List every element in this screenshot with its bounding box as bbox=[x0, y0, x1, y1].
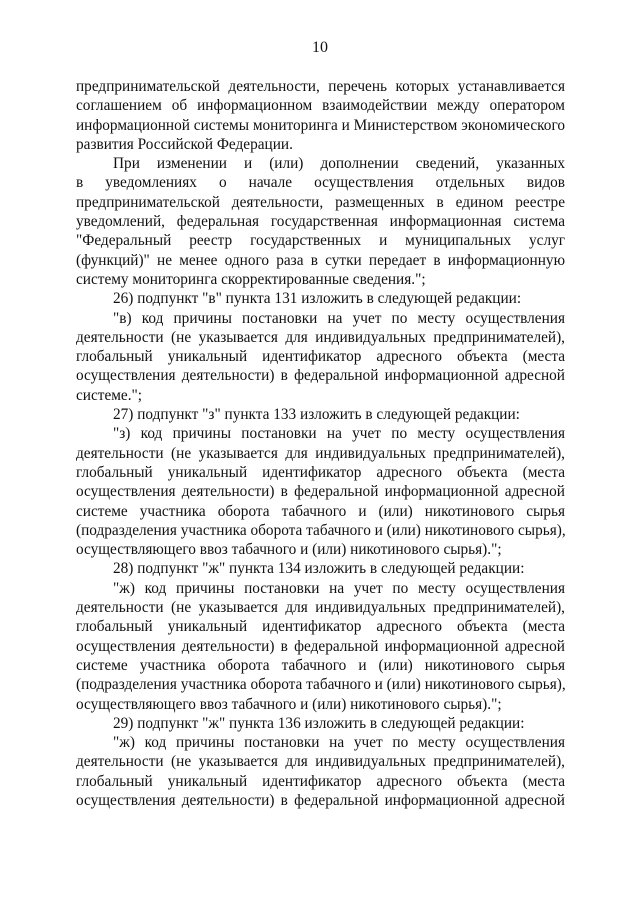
text-line: уведомлений, федеральная государственная информационная система bbox=[76, 213, 565, 231]
text-line: деятельности (не указывается для индивидуальных предпринимателей), bbox=[76, 328, 565, 346]
text-line: (подразделения участника оборота табачного и (или) никотинового сырья), bbox=[76, 521, 566, 539]
text-line: соглашением об информационном взаимодействии между оператором bbox=[76, 97, 565, 115]
text-line: осуществления деятельности) в федеральной информационной адресной bbox=[76, 367, 565, 385]
text-line: "з) код причины постановки на учет по месту осуществления bbox=[113, 425, 565, 443]
text-line: При изменении и (или) дополнении сведений, указанных bbox=[113, 155, 565, 173]
text-line: развития Российской Федерации. bbox=[76, 135, 293, 153]
text-line: глобальный уникальный идентификатор адресного объекта (места bbox=[76, 348, 565, 366]
page-number: 10 bbox=[312, 39, 328, 56]
text-line: систему мониторинга скорректированные сведения."; bbox=[76, 270, 426, 288]
text-line: деятельности (не указывается для индивидуальных предпринимателей), bbox=[76, 753, 565, 771]
text-line: 29) подпункт "ж" пункта 136 изложить в следующей редакции: bbox=[113, 714, 525, 732]
text-line: (функций)" не менее одного раза в сутки передает в информационную bbox=[76, 251, 565, 269]
text-line: в уведомлениях о начале осуществления отдельных видов bbox=[76, 174, 565, 192]
text-line: глобальный уникальный идентификатор адресного объекта (места bbox=[76, 618, 565, 636]
text-line: осуществляющего ввоз табачного и (или) никотинового сырья)."; bbox=[76, 695, 502, 713]
text-line: "ж) код причины постановки на учет по месту осуществления bbox=[113, 579, 565, 597]
text-line: деятельности (не указывается для индивидуальных предпринимателей), bbox=[76, 599, 565, 617]
text-line: осуществления деятельности) в федеральной информационной адресной bbox=[76, 791, 565, 809]
text-line: системе участника оборота табачного и (или) никотинового сырья bbox=[76, 502, 565, 520]
document-body bbox=[76, 77, 565, 810]
text-line: системе участника оборота табачного и (или) никотинового сырья bbox=[76, 656, 565, 674]
text-line: "Федеральный реестр государственных и муниципальных услуг bbox=[76, 232, 565, 250]
text-line: предпринимательской деятельности, перечень которых устанавливается bbox=[76, 78, 565, 95]
text-line: глобальный уникальный идентификатор адресного объекта (места bbox=[76, 772, 565, 790]
text-line: предпринимательской деятельности, размещенных в едином реестре bbox=[76, 193, 565, 211]
text-line: 26) подпункт "в" пункта 131 изложить в следующей редакции: bbox=[113, 290, 522, 308]
text-line: "в) код причины постановки на учет по месту осуществления bbox=[113, 309, 565, 327]
text-line: осуществления деятельности) в федеральной информационной адресной bbox=[76, 637, 565, 655]
text-line: информационной системы мониторинга и Министерством экономического bbox=[76, 116, 565, 134]
text-line: 28) подпункт "ж" пункта 134 изложить в следующей редакции: bbox=[113, 560, 525, 578]
text-line: "ж) код причины постановки на учет по месту осуществления bbox=[113, 734, 565, 752]
text-line: деятельности (не указывается для индивидуальных предпринимателей), bbox=[76, 444, 565, 462]
text-line: системе."; bbox=[76, 386, 143, 404]
text-line: глобальный уникальный идентификатор адресного объекта (места bbox=[76, 463, 565, 481]
text-line: осуществления деятельности) в федеральной информационной адресной bbox=[76, 483, 565, 501]
text-line: (подразделения участника оборота табачного и (или) никотинового сырья), bbox=[76, 676, 566, 694]
text-line: 27) подпункт "з" пункта 133 изложить в следующей редакции: bbox=[113, 406, 520, 424]
text-line: осуществляющего ввоз табачного и (или) никотинового сырья)."; bbox=[76, 541, 502, 559]
